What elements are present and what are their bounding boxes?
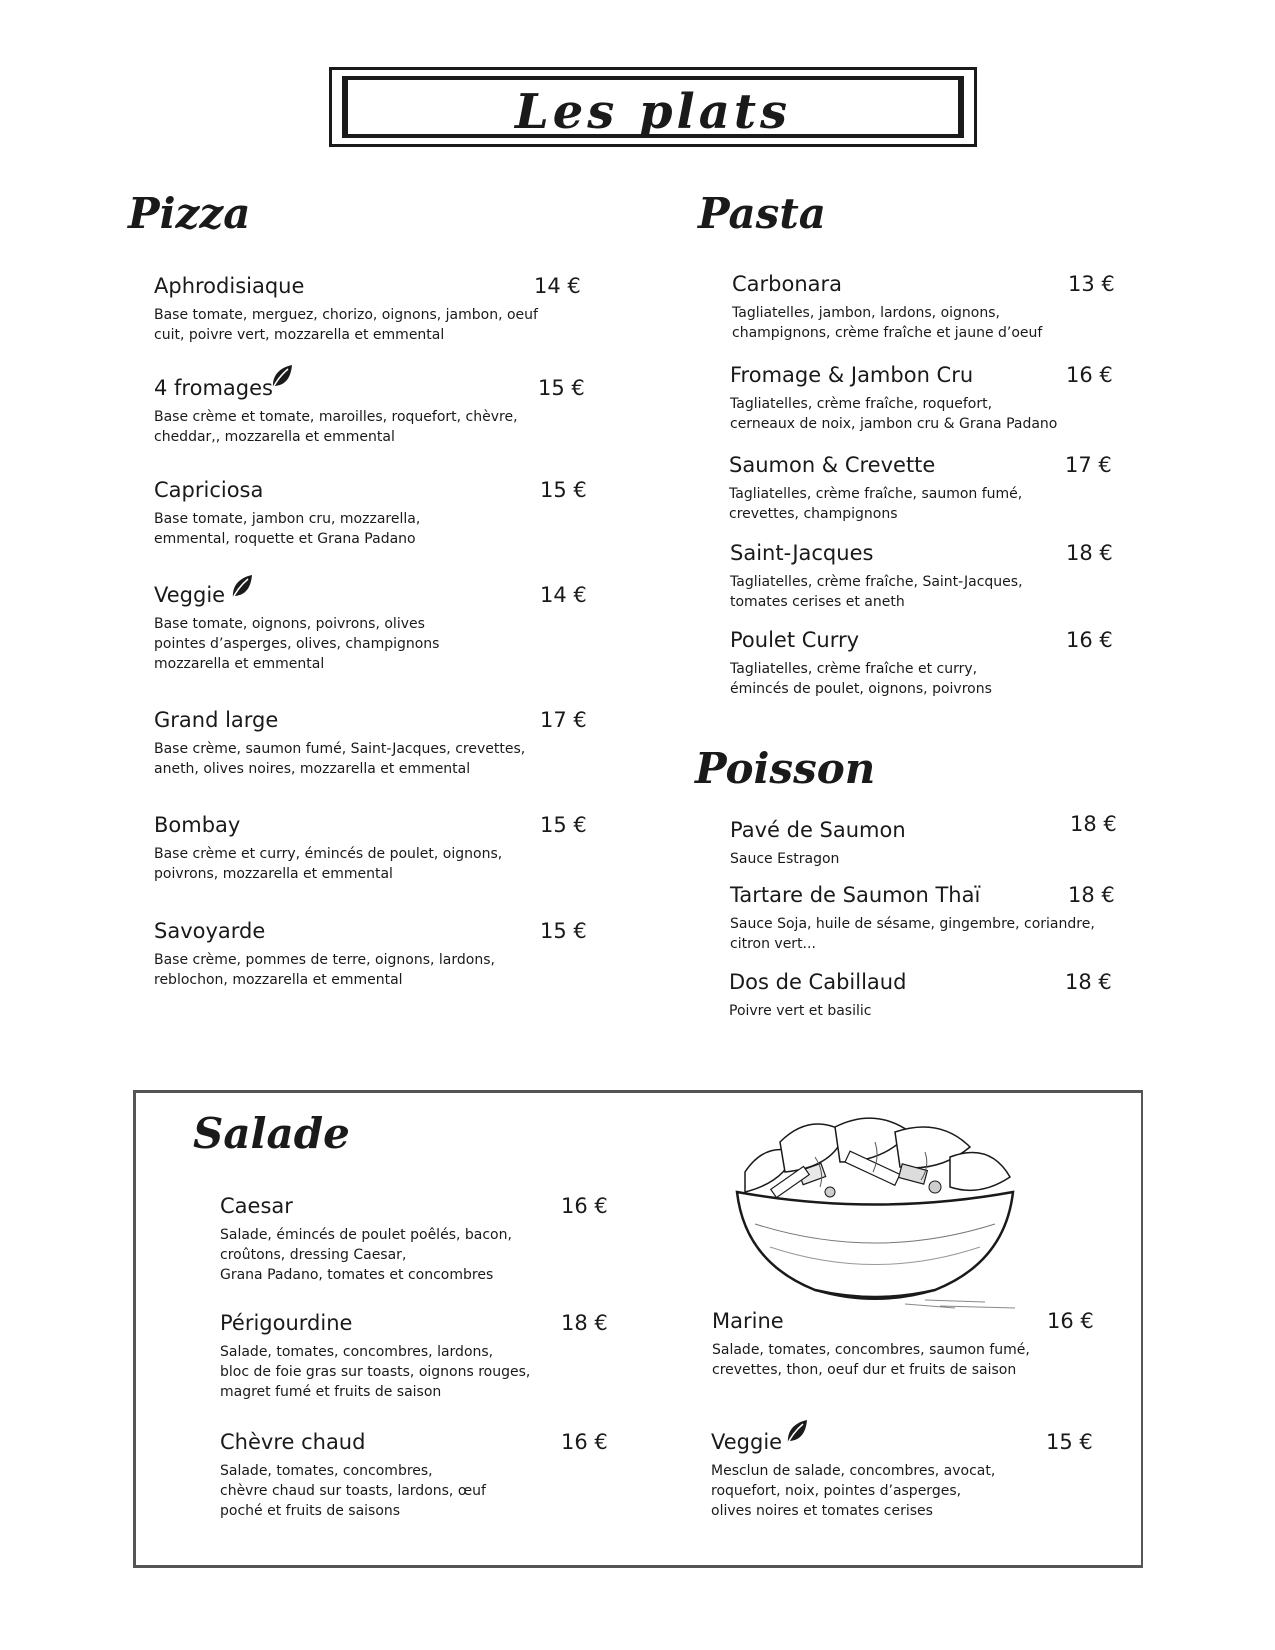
dish-price: 14 € — [534, 274, 581, 298]
salad-bowl-illustration — [725, 1112, 1025, 1312]
dish-price: 16 € — [1066, 628, 1113, 652]
dish-description: Salade, tomates, concombres, lardons, bloc de foie gras sur toasts, oignons rouges, magret fumé et fruits de saison — [220, 1344, 531, 1400]
dish-name: Chèvre chaud — [220, 1430, 366, 1454]
dish-description: Tagliatelles, crème fraîche et curry, émincés de poulet, oignons, poivrons — [730, 661, 992, 697]
leaf-icon — [228, 573, 254, 601]
dish-description: Salade, tomates, concombres, chèvre chaud sur toasts, lardons, œuf poché et fruits de saisons — [220, 1463, 486, 1519]
dish-name: Dos de Cabillaud — [729, 970, 907, 994]
title-frame — [329, 67, 977, 147]
dish-description: Poivre vert et basilic — [729, 1003, 872, 1019]
dish-description: Salade, émincés de poulet poêlés, bacon, croûtons, dressing Caesar, Grana Padano, tomates et concombres — [220, 1227, 512, 1283]
dish-name: Saumon & Crevette — [729, 453, 936, 477]
dish-name: Tartare de Saumon Thaï — [730, 883, 981, 907]
dish-description: Base crème, saumon fumé, Saint-Jacques, crevettes, aneth, olives noires, mozzarella et emmental — [154, 741, 526, 777]
dish-price: 18 € — [1068, 883, 1115, 907]
dish-name: Caesar — [220, 1194, 293, 1218]
dish-name: Marine — [712, 1309, 784, 1333]
pasta-title: Pasta — [698, 189, 826, 238]
dish-price: 17 € — [1065, 453, 1112, 477]
leaf-icon — [268, 363, 294, 391]
dish-price: 16 € — [1047, 1309, 1094, 1333]
dish-price: 18 € — [1066, 541, 1113, 565]
dish-description: Sauce Estragon — [730, 851, 840, 867]
dish-name: Fromage & Jambon Cru — [730, 363, 974, 387]
dish-price: 17 € — [540, 708, 587, 732]
pizza-title: Pizza — [128, 189, 251, 238]
dish-name: Grand large — [154, 708, 279, 732]
dish-name: Veggie — [154, 583, 226, 607]
dish-description: Tagliatelles, crème fraîche, saumon fumé, crevettes, champignons — [729, 486, 1023, 522]
dish-name: Bombay — [154, 813, 241, 837]
dish-price: 16 € — [561, 1194, 608, 1218]
dish-description: Tagliatelles, jambon, lardons, oignons, champignons, crème fraîche et jaune d’oeuf — [732, 305, 1043, 341]
dish-name: Veggie — [711, 1430, 783, 1454]
dish-description: Tagliatelles, crème fraîche, Saint-Jacques, tomates cerises et aneth — [730, 574, 1023, 610]
dish-description: Base tomate, oignons, poivrons, olives pointes d’asperges, olives, champignons mozzarella et emmental — [154, 616, 440, 672]
dish-name: Savoyarde — [154, 919, 266, 943]
dish-price: 15 € — [1046, 1430, 1093, 1454]
dish-description: Base crème et curry, émincés de poulet, oignons, poivrons, mozzarella et emmental — [154, 846, 503, 882]
dish-price: 16 € — [561, 1430, 608, 1454]
title-inner-frame — [342, 76, 964, 138]
dish-name: Pavé de Saumon — [730, 818, 906, 842]
dish-name: Capriciosa — [154, 478, 264, 502]
dish-name: Périgourdine — [220, 1311, 353, 1335]
page-title: Les plats — [514, 84, 792, 140]
dish-description: Base crème, pommes de terre, oignons, lardons, reblochon, mozzarella et emmental — [154, 952, 495, 988]
dish-name: Aphrodisiaque — [154, 274, 305, 298]
salade-title: Salade — [193, 1109, 350, 1158]
dish-name: Saint-Jacques — [730, 541, 874, 565]
dish-price: 18 € — [561, 1311, 608, 1335]
dish-price: 15 € — [538, 376, 585, 400]
dish-price: 15 € — [540, 478, 587, 502]
dish-price: 14 € — [540, 583, 587, 607]
dish-name: 4 fromages — [154, 376, 273, 400]
dish-name: Poulet Curry — [730, 628, 860, 652]
leaf-icon — [783, 1418, 809, 1446]
dish-description: Mesclun de salade, concombres, avocat, roquefort, noix, pointes d’asperges, olives noires et tomates cerises — [711, 1463, 996, 1519]
dish-price: 15 € — [540, 813, 587, 837]
dish-description: Sauce Soja, huile de sésame, gingembre, coriandre, citron vert... — [730, 916, 1095, 952]
dish-description: Salade, tomates, concombres, saumon fumé, crevettes, thon, oeuf dur et fruits de saison — [712, 1342, 1030, 1378]
poisson-title: Poisson — [695, 744, 876, 793]
dish-description: Base crème et tomate, maroilles, roquefort, chèvre, cheddar,, mozzarella et emmental — [154, 409, 518, 445]
dish-price: 16 € — [1066, 363, 1113, 387]
dish-price: 13 € — [1068, 272, 1115, 296]
dish-price: 18 € — [1070, 812, 1117, 836]
dish-price: 15 € — [540, 919, 587, 943]
dish-price: 18 € — [1065, 970, 1112, 994]
dish-description: Base tomate, merguez, chorizo, oignons, jambon, oeuf cuit, poivre vert, mozzarella et emmental — [154, 307, 538, 343]
dish-description: Base tomate, jambon cru, mozzarella, emmental, roquette et Grana Padano — [154, 511, 421, 547]
dish-description: Tagliatelles, crème fraîche, roquefort, cerneaux de noix, jambon cru & Grana Padano — [730, 396, 1058, 432]
dish-name: Carbonara — [732, 272, 843, 296]
